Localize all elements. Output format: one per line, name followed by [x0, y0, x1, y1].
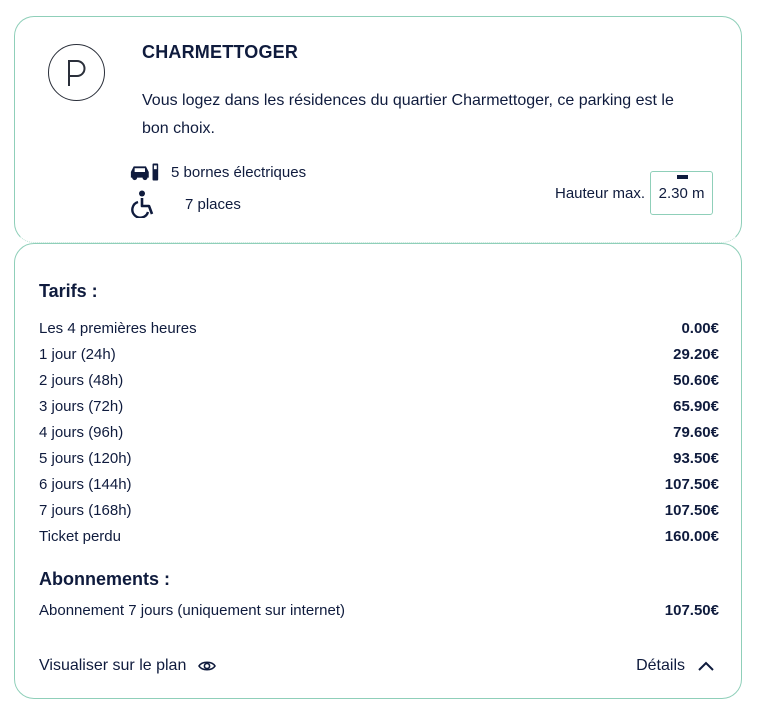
tarif-price: 107.50€ [664, 475, 719, 493]
tarif-price: 160.00€ [664, 527, 719, 545]
height-bar-icon [677, 175, 688, 179]
ev-charging-label: 5 bornes électriques [171, 163, 307, 181]
parking-card-header [14, 16, 742, 243]
tarif-label: 5 jours (120h) [39, 449, 132, 467]
abonnement-row [39, 602, 719, 619]
tarif-label: 3 jours (72h) [39, 397, 124, 415]
tarifs-list [39, 315, 719, 549]
max-height-value: 2.30 m [658, 184, 705, 202]
max-height-label: Hauteur max. [555, 184, 646, 202]
tarif-row [39, 341, 719, 367]
tarif-price: 50.60€ [673, 371, 719, 389]
tarif-label: 7 jours (168h) [39, 501, 132, 519]
tarif-label: 4 jours (96h) [39, 423, 124, 441]
ev-charging-feature [129, 160, 306, 184]
pmr-label: 7 places [185, 195, 241, 213]
parking-title: CHARMETTOGER [142, 42, 299, 62]
abonnements-title: Abonnements : [39, 569, 171, 589]
chevron-up-icon [697, 660, 715, 672]
view-on-map-link[interactable] [39, 657, 216, 675]
abonnement-price: 107.50€ [664, 602, 719, 619]
tarif-price: 79.60€ [673, 423, 719, 441]
tarifs-title: Tarifs : [39, 281, 98, 301]
tarif-price: 65.90€ [673, 397, 719, 415]
tarif-row [39, 393, 719, 419]
tarif-row [39, 315, 719, 341]
details-label: Détails [636, 657, 685, 674]
tarif-price: 0.00€ [681, 319, 719, 337]
tarif-row [39, 419, 719, 445]
tarif-price: 93.50€ [673, 449, 719, 467]
tarif-row [39, 445, 719, 471]
tarif-label: 6 jours (144h) [39, 475, 132, 493]
abonnement-label: Abonnement 7 jours (uniquement sur internet) [39, 602, 346, 619]
details-toggle[interactable] [636, 657, 715, 675]
parking-icon [48, 44, 105, 101]
parking-description: Vous logez dans les résidences du quartier Charmettoger, ce parking est le bon choix. [142, 92, 674, 137]
wheelchair-icon [131, 192, 163, 216]
ev-charging-icon [129, 160, 161, 184]
tarif-label: 1 jour (24h) [39, 345, 116, 363]
tarif-price: 29.20€ [673, 345, 719, 363]
tarif-row [39, 523, 719, 549]
tarif-row [39, 471, 719, 497]
tarif-row [39, 497, 719, 523]
max-height [555, 171, 713, 215]
tarif-price: 107.50€ [664, 501, 719, 519]
pmr-feature [131, 192, 241, 216]
tarif-row [39, 367, 719, 393]
eye-icon [198, 659, 216, 673]
view-on-map-label: Visualiser sur le plan [39, 657, 187, 674]
tarif-label: Ticket perdu [39, 527, 121, 545]
parking-card-details [14, 243, 742, 699]
tarif-label: 2 jours (48h) [39, 371, 124, 389]
max-height-box [650, 171, 713, 215]
tarif-label: Les 4 premières heures [39, 319, 197, 337]
